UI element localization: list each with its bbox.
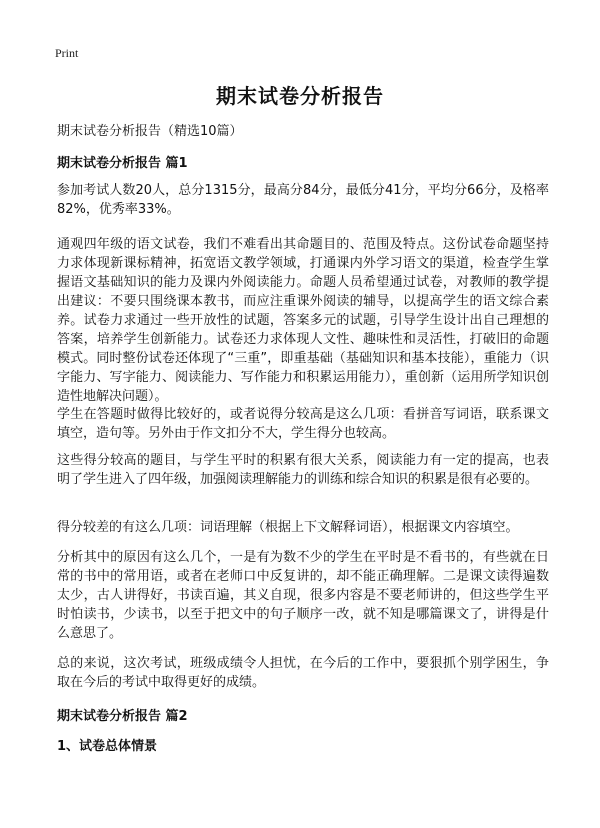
section-heading-1: 期末试卷分析报告 篇1 (57, 156, 188, 171)
paragraph-weaknesses: 得分较差的有这么几项：词语理解（根据上下文解释词语），根据课文内容填空。 (57, 520, 519, 535)
page-title: 期末试卷分析报告 (216, 84, 384, 108)
paragraph-strengths: 学生在答题时做得比较好的，或者说得分较高是这么几项：看拼音写词语，联系课文填空，造句等。另外由于作文扣分不大，学生得分也较高。 (57, 407, 549, 441)
paragraph-exam-stats: 参加考试人数20人，总分1315分，最高分84分，最低分41分，平均分66分，及格率82%，优秀率33%。 (57, 183, 549, 217)
print-label: Print (55, 46, 79, 60)
section-heading-2: 期末试卷分析报告 篇2 (57, 709, 188, 724)
paragraph-analysis: 分析其中的原因有这么几个，一是有为数不少的学生在平时是不看书的，有些就在日常的书中的常用语，或者在老师口中反复讲的，却不能正确理解。二是课文读得遍数太少，古人讲得好，书读百遍，其义自现，很多内容是不要老师讲的，但这些学生平时怕读书，少读书，以至于把文中的句子顺序一改，就不知是哪篇课文了，讲得是什么意思了。 (57, 550, 549, 641)
document-subtitle: 期末试卷分析报告（精选10篇） (57, 124, 243, 139)
section-subheading-1: 1、试卷总体情景 (57, 739, 158, 754)
paragraph-accumulation: 这些得分较高的题目，与学生平时的积累有很大关系，阅读能力有一定的提高，也表明了学生进入了四年级，加强阅读理解能力的训练和综合知识的积累是很有必要的。 (57, 453, 549, 487)
paragraph-summary: 总的来说，这次考试，班级成绩令人担忧，在今后的工作中，要狠抓个别学困生，争取在今后的考试中取得更好的成绩。 (57, 656, 549, 690)
paragraph-exam-overview: 通观四年级的语文试卷，我们不难看出其命题目的、范围及特点。这份试卷命题坚持力求体现新课标精神，拓宽语文教学领域，打通课内外学习语文的渠道，检查学生掌握语文基础知识的能力及课内外阅读能力。命题人员希望通过试卷，对教师的教学提出建议：不要只围绕课本教书，而应注重课外阅读的辅导，以提高学生的语文综合素养。试卷力求通过一些开放性的试题，答案多元的试题，引导学生设计出自己理想的答案，培养学生创新能力。试卷还力求体现人文性、趣味性和灵活性，打破旧的命题模式。同时整份试卷还体现了“三重”，即重基础（基础知识和基本技能），重能力（识字能力、写字能力、阅读能力、写作能力和积累运用能力），重创新（运用所学知识创造性地解决问题）。 (57, 237, 549, 404)
